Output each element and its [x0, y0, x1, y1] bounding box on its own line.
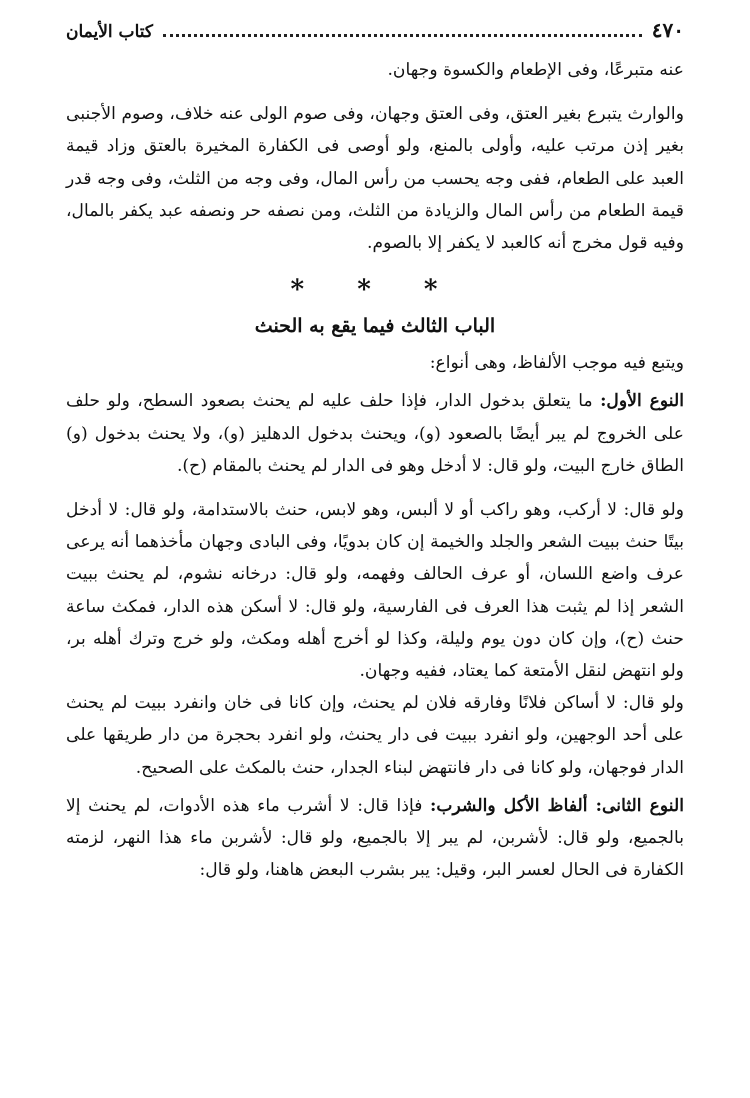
- section-separator: * * *: [290, 275, 460, 306]
- page-number: ٤٧٠: [651, 18, 684, 42]
- paragraph-type-one: [66, 385, 684, 482]
- book-title: كتاب الأيمان: [66, 22, 153, 42]
- paragraph-continuation: عنه متبرعًا، وفى الإطعام والكسوة وجهان.: [387, 60, 684, 80]
- paragraph-heir: والوارث يتبرع بغير العتق، وفى العتق وجهان، وفى صوم الولى عنه خلاف، وصوم الأجنبى بغير إذن مرتب عليه، وأولى بالمنع، ولو أوصى فى الكفارة المخيرة بالعتق وزاد قيمة العبد على الطعام، ففى وجه يحسب من رأس المال، وفى وجه من الثلث، وفى وجه قدر قيمة الطعام من رأس المال والزيادة من الثلث، ومن نصفه حر ونصفه عبد يكفر بالمال، وفيه قول مخرج أنه كالعبد لا يكفر إلا بالصوم.: [66, 104, 684, 254]
- type-one-heading: النوع الأول:: [600, 391, 684, 412]
- chapter-title: الباب الثالث فيما يقع به الحنث: [254, 315, 496, 338]
- type-two-heading: النوع الثانى: ألفاظ الأكل والشرب:: [430, 795, 684, 816]
- paragraph-riding-dwelling: ولو قال: لا أركب، وهو راكب أو لا ألبس، وهو لابس، حنث بالاستدامة، ولو قال: لا أدخل بيتًا حنث ببيت الشعر والجلد والخيمة إن كان بدويًا، وفى البادى وجهان مأخذهما أنه يرعى عرف واضع اللسان، أو عرف الحالف وفهمه، ولو قال: درخانه نشوم، لم يحنث ببيت الشعر إذا لم يثبت هذا العرف فى الفارسية، ولو قال: لا أسكن هذه الدار، فمكث ساعة حنث (ح)، وإن كان دون يوم وليلة، وكذا لو أخرج أهله ومكث، ولو خرج وترك أهله بر، ولو انتهض لنقل الأمتعة كما يعتاد، ففيه وجهان.: [66, 500, 684, 682]
- paragraph-type-two: [66, 790, 684, 887]
- chapter-intro: ويتبع فيه موجب الألفاظ، وهى أنواع:: [429, 353, 684, 374]
- type-two-text: فإذا قال: لا أشرب ماء هذه الأدوات، لم يحنث إلا بالجميع، ولو قال: لأشربن، لم يبر إلا بالجميع، ولو قال: لأشربن ماء هذا النهر، لزمته الكفارة فى الحال لعسر البر، وقيل: يبر بشرب البعض هاهنا، ولو قال:: [66, 795, 684, 881]
- paragraph-cohabiting: ولو قال: لا أساكن فلانًا وفارقه فلان لم يحنث، وإن كانا فى خان وانفرد ببيت لم يحنث على أحد الوجهين، ولو انفرد ببيت فى دار يحنث، ولو انفرد بحجرة من دار طريقها على الدار فوجهان، ولو كانا فى دار فانتهض لبناء الجدار، حنث بالمكث على الصحيح.: [66, 693, 684, 778]
- book-page: [66, 18, 684, 886]
- running-header: [66, 18, 684, 54]
- type-one-text: ما يتعلق بدخول الدار، فإذا حلف عليه لم يحنث بصعود السطح، ولو حلف على الخروج لم يبر أيضًا بالصعود (و)، ويحنث بدخول الدهليز (و)، ولا يحنث بدخول (و) الطاق خارج البيت، ولو قال: لا أدخل وهو فى الدار لم يحنث بالمقام (ح).: [66, 391, 684, 476]
- header-dot-leader: [163, 34, 642, 37]
